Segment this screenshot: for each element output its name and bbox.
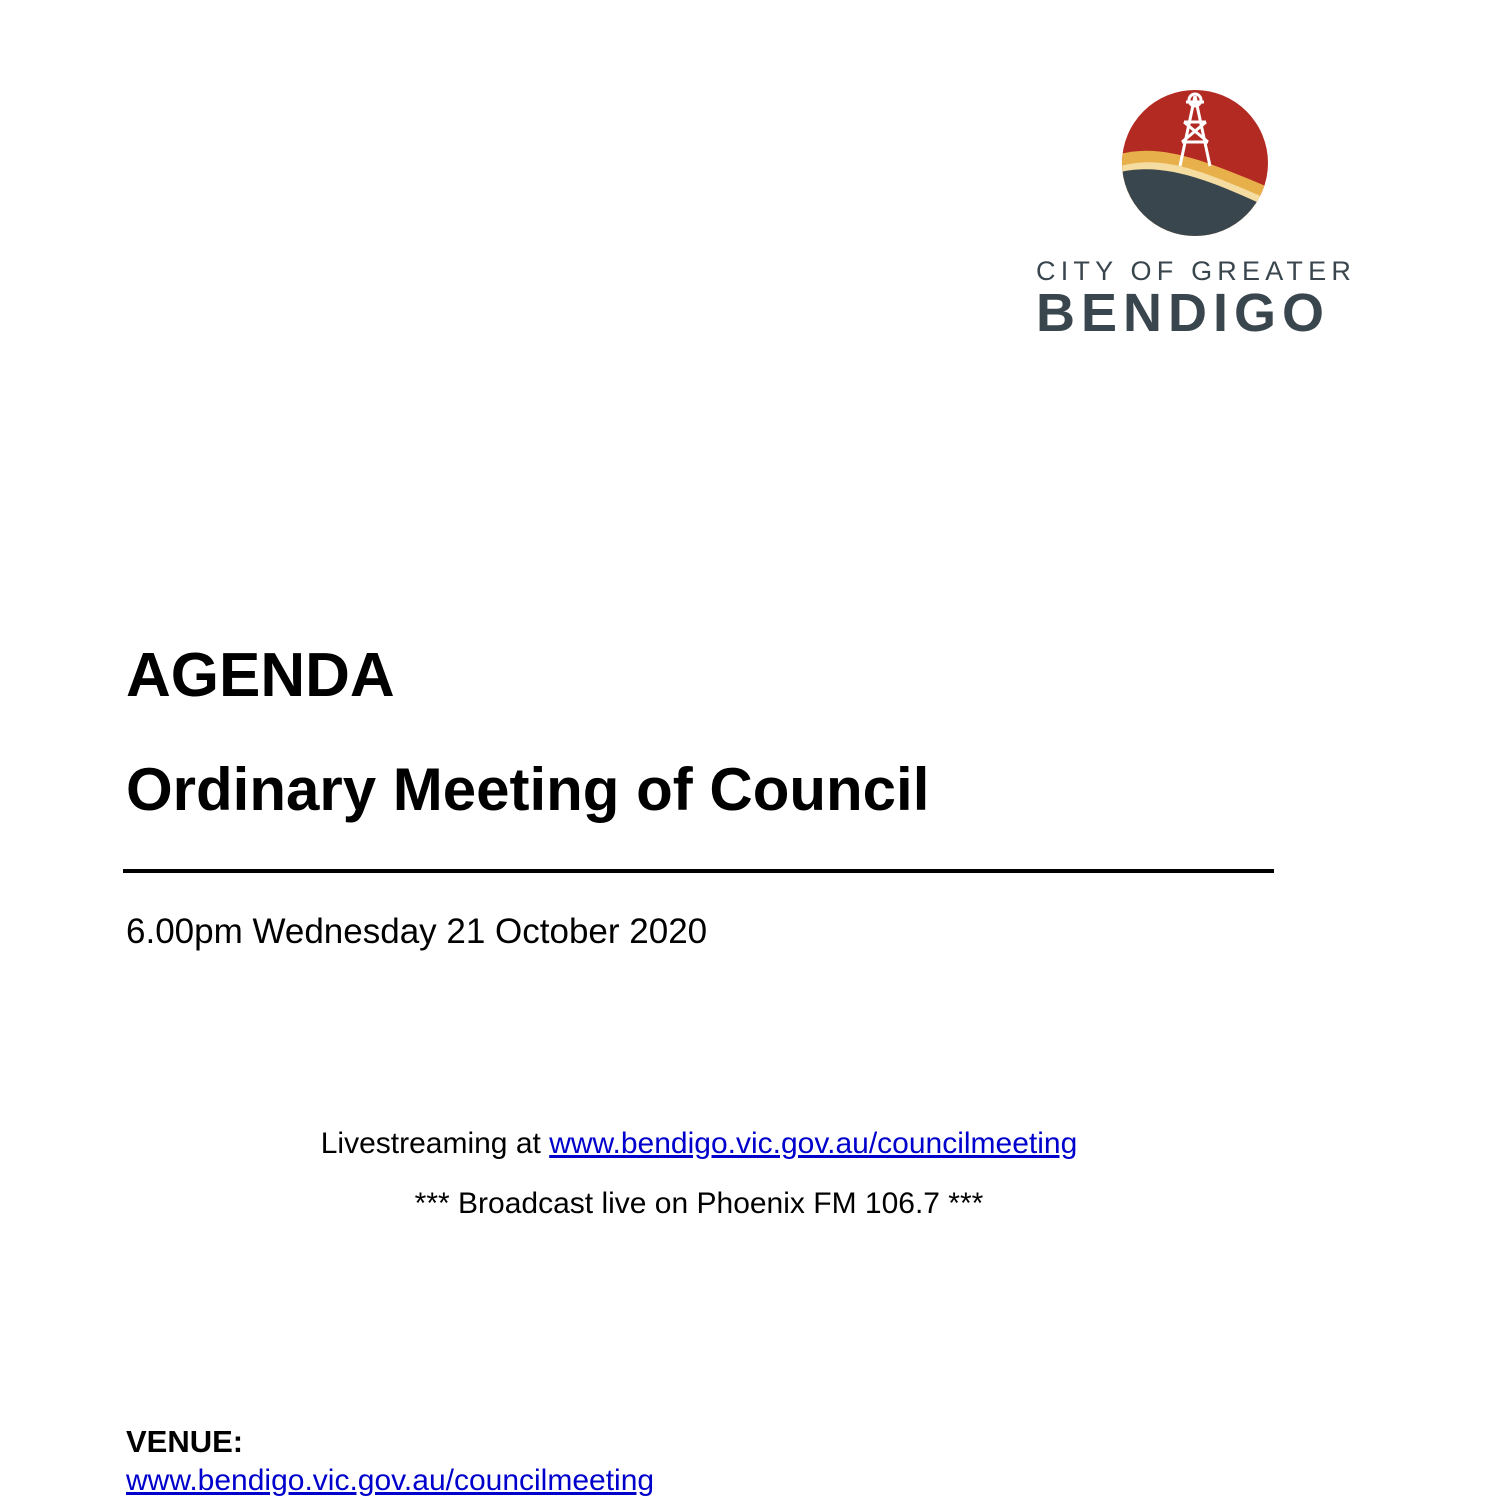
meeting-datetime: 6.00pm Wednesday 21 October 2020 xyxy=(126,912,708,951)
city-logo xyxy=(1036,88,1360,343)
title-divider xyxy=(123,869,1274,873)
logo-text-bendigo: BENDIGO xyxy=(1036,283,1331,343)
agenda-title: AGENDA xyxy=(126,641,395,710)
venue-link[interactable]: www.bendigo.vic.gov.au/councilmeeting xyxy=(126,1464,655,1497)
livestream-prefix: Livestreaming at xyxy=(320,1127,550,1160)
venue-line xyxy=(126,1462,654,1500)
livestream-line xyxy=(0,1124,1398,1164)
poppet-head-emblem-icon xyxy=(1120,88,1270,238)
logo-text-city-of-greater: CITY OF GREATER xyxy=(1036,256,1357,286)
broadcast-notice: *** Broadcast live on Phoenix FM 106.7 *** xyxy=(414,1187,984,1220)
livestream-link[interactable]: www.bendigo.vic.gov.au/councilmeeting xyxy=(549,1127,1078,1160)
venue-label: VENUE: xyxy=(126,1424,244,1459)
meeting-subtitle: Ordinary Meeting of Council xyxy=(126,756,930,823)
